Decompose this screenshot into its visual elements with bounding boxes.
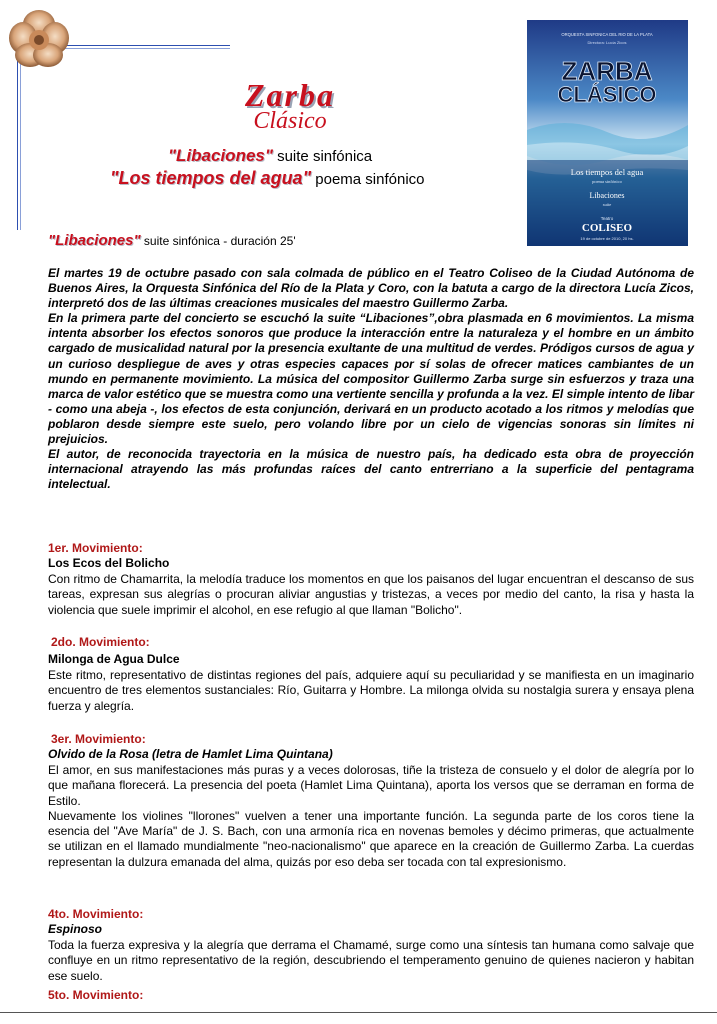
poster-work-2: Libaciones xyxy=(589,191,625,200)
movement-4-body xyxy=(48,938,694,984)
movement-1-text: Con ritmo de Chamarrita, la melodía traduce los momentos en que los paisanos del lugar encuentran el descanso de sus tareas, expresan sus alegrías o procuran aliviar angustias y tristezas, a veces por medio del canto, la risa y hasta la violencia que suele imprimir el alcohol, en ese refugio al que llaman "Bolicho". xyxy=(48,572,694,617)
work-1-name: "Libaciones" xyxy=(168,146,273,165)
poster-title-2: CLÁSICO xyxy=(557,82,657,107)
poster-work-1: Los tiempos del agua xyxy=(570,167,644,177)
concert-poster xyxy=(527,20,688,246)
poster-work-2-sub: suite xyxy=(602,202,612,207)
poster-venue-pre: Teatro xyxy=(600,216,614,221)
work-line-2 xyxy=(110,168,480,190)
movement-2-text: Este ritmo, representativo de distintas regiones del país, adquiere aquí su peculiaridad y se manifiesta en un imaginario encuentro de tres elementos sustanciales: Río, Guitarra y Hombre. La milonga olvida su nostalgia surera y ensaya plena fuerza y alegría. xyxy=(48,668,694,713)
movement-1-body xyxy=(48,572,694,618)
flower-logo-icon xyxy=(6,6,72,72)
poster-title-1: ZARBA xyxy=(561,56,653,86)
movement-4-heading: 4to. Movimiento: xyxy=(48,907,144,921)
intro-paragraph-3: El autor, de reconocida trayectoria en la música de nuestro país, ha dedicado esta obra de proyección internacional atrayendo las más profundas raíces del canto entrerriano a la superficie del pentagrama intelectual. xyxy=(48,447,694,492)
section-work-name: "Libaciones" xyxy=(48,232,141,249)
movement-2-title: Milonga de Agua Dulce xyxy=(48,652,180,666)
movement-5-heading: 5to. Movimiento: xyxy=(48,988,144,1002)
page-subtitle: Clásico xyxy=(253,108,327,134)
page-bottom-rule xyxy=(0,1012,717,1013)
movement-3-body xyxy=(48,763,694,870)
movement-3-text: El amor, en sus manifestaciones más puras y a veces dolorosas, tiñe la tristeza de consuelo y el dolor de alegría por lo que mañana florecerá. La presencia del poeta (Hamlet Lima Quintana), aporta los versos que se derraman en forma de Estilo. xyxy=(48,763,694,808)
page-title: Zarba xyxy=(245,77,335,113)
poster-work-1-sub: poema sinfónico xyxy=(592,179,622,184)
section-heading xyxy=(48,232,448,250)
intro-paragraph-2: En la primera parte del concierto se escuchó la suite “Libaciones”,obra plasmada en 6 movimientos. La misma intenta absorber los efectos sonoros que produce la interacción entre la naturaleza y el hombre en un ámbito cargado de musicalidad natural por la presencia exultante de una multitud de verdes. Pródigos cursos de agua y un curioso despliegue de aves y otras especies capaces por sí solas de ofrecer matices cambiantes de un mundo en permanente movimiento. La música del compositor Guillermo Zarba surge sin esfuerzos y traza una marca de valor estético que se muestra como una vertiente sencilla y profunda a la vez. El simple intento de libar - como una abeja -, los efectos de esta conjunción, derivará en un producto acotado a los ritmos y melodías que poblaron desde siempre este suelo, pero volando libre por un cielo de vigencias sonoras sin límites ni prejuicios. xyxy=(48,311,694,447)
movement-3-title: Olvido de la Rosa (letra de Hamlet Lima Quintana) xyxy=(48,747,333,761)
work-line-1 xyxy=(168,146,418,166)
poster-director: Directora: Lucía Zicos xyxy=(587,40,627,45)
intro-text xyxy=(48,266,694,492)
movement-3-text-2: Nuevamente los violines "llorones" vuelven a tener una importante función. La segunda parte de los coros tiene la esencia del "Ave María" de J. S. Bach, con una armonía rica en novenas bemoles y décimo primeras, que actualmente se utilizan en el llamado mundialmente "neo-nacionalismo" que aparece en la creación de Guillermo Zarba. La cuerdas representan la dulzura emanada del alma, quizás por eso deba ser tocada con tal expresionismo. xyxy=(48,808,694,869)
work-1-type: suite sinfónica xyxy=(272,148,373,165)
poster-venue: COLISEO xyxy=(581,222,633,234)
movement-1-title: Los Ecos del Bolicho xyxy=(48,556,170,570)
movement-2-body xyxy=(48,668,694,714)
side-rule-left xyxy=(17,60,18,230)
intro-paragraph-1: El martes 19 de octubre pasado con sala colmada de público en el Teatro Coliseo de la Ciudad Autónoma de Buenos Aires, la Orquesta Sinfónica del Río de la Plata y Coro, con la batuta a cargo de la directora Lucía Zicos, interpretó dos de las últimas creaciones musicales del maestro Guillermo Zarba. xyxy=(48,266,694,311)
side-rule-right xyxy=(20,60,21,230)
section-work-desc: suite sinfónica - duración 25' xyxy=(140,234,296,248)
movement-1-heading: 1er. Movimiento: xyxy=(48,541,143,555)
work-2-type: poema sinfónico xyxy=(311,171,425,188)
poster-date: 19 de octubre de 2010, 20 hs. xyxy=(580,236,634,241)
work-2-name: "Los tiempos del agua" xyxy=(110,168,312,188)
movement-3-heading: 3er. Movimiento: xyxy=(51,732,146,746)
movement-4-title: Espinoso xyxy=(48,922,103,936)
movement-2-heading: 2do. Movimiento: xyxy=(51,635,150,649)
poster-orchestra: ORQUESTA SINFONICA DEL RIO DE LA PLATA xyxy=(561,32,653,37)
movement-4-text: Toda la fuerza expresiva y la alegría que derrama el Chamamé, surge como una síntesis tan humana como salvaje que confluye en un ritmo representativo de la región, descubriendo el temperamento genuino de quienes nacieron y habitan ese suelo. xyxy=(48,938,694,983)
